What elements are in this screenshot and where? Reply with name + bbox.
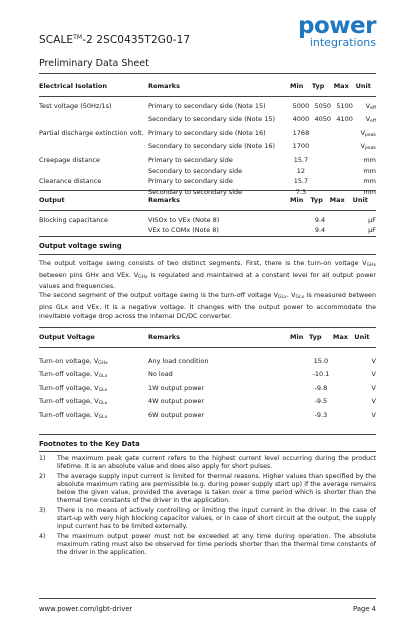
- column-header: Min: [290, 80, 312, 96]
- table-cell: [312, 141, 334, 155]
- table-cell: Secondary to secondary side: [148, 187, 243, 196]
- table-cell: Clearance distance: [39, 177, 102, 186]
- column-header: Remarks: [148, 191, 290, 211]
- table-row: [39, 166, 376, 177]
- table-cell: Primary to secondary side (Note 15): [148, 101, 266, 110]
- unit-subscript: eff: [370, 119, 376, 125]
- table-cell: Creepage distance: [39, 155, 100, 164]
- unit-subscript: eff: [370, 105, 376, 111]
- table-cell: V: [371, 370, 376, 379]
- logo-word: power: [298, 13, 376, 39]
- footnote-number: 4): [39, 532, 46, 540]
- table-row: [39, 155, 376, 166]
- column-header: Min: [290, 328, 309, 348]
- table-cell: No load: [148, 370, 173, 379]
- section-divider: [39, 236, 376, 237]
- parameter-cell: Turn-on voltage, $V_{GHx}$: [39, 356, 108, 366]
- table-cell: 1W output power: [148, 383, 205, 392]
- footer-divider: [39, 598, 376, 599]
- table-cell: 15.7: [293, 177, 309, 186]
- column-header: Typ: [310, 191, 329, 211]
- table-cell: Partial discharge extinction volt.: [39, 128, 144, 137]
- column-header: Typ: [312, 80, 334, 96]
- table-cell: 4100: [336, 115, 353, 124]
- document-title: SCALE™-2 2SC0435T2G0-17: [39, 34, 191, 46]
- table-cell: Secondary to secondary side (Note 15): [148, 115, 276, 124]
- parameter-subscript: GLx: [98, 374, 108, 380]
- table-cell: [334, 155, 356, 166]
- table-cell: [330, 225, 353, 236]
- section-divider: [39, 254, 376, 255]
- unit-subscript: peak: [365, 132, 376, 138]
- table-cell: [290, 383, 309, 397]
- table-row: [39, 128, 376, 142]
- table-row: [39, 383, 376, 397]
- table-cell: -10.1: [312, 370, 330, 379]
- footnote-item: [39, 507, 376, 532]
- table-cell: [39, 114, 148, 128]
- table-row: [39, 369, 376, 383]
- table-cell: [290, 410, 309, 424]
- electrical-isolation-table: [39, 80, 376, 197]
- page-header: [39, 13, 376, 56]
- table-cell: -9.5: [314, 397, 328, 406]
- table-cell: Primary to secondary side: [148, 155, 233, 164]
- table-cell: [334, 176, 356, 187]
- unit-cell: $V_{peak}$: [360, 142, 376, 152]
- footnote-number: 2): [39, 472, 46, 480]
- table-cell: 5100: [336, 101, 353, 110]
- column-header: Max: [330, 191, 353, 211]
- table-cell: [290, 210, 310, 225]
- unit-cell: mm: [363, 155, 376, 164]
- table-cell: 5050: [314, 101, 332, 110]
- table-row: [39, 225, 376, 236]
- table-cell: [312, 155, 334, 166]
- table-row: [39, 396, 376, 410]
- table-row: [39, 176, 376, 187]
- section-divider: [39, 434, 376, 435]
- table-cell: Secondary to secondary side (Note 16): [148, 142, 276, 151]
- table-header-row: [39, 328, 376, 348]
- footnote-number: 3): [39, 506, 46, 514]
- table-cell: 7.3: [295, 187, 307, 196]
- table-row: [39, 114, 376, 128]
- table-cell: Primary to secondary side: [148, 177, 233, 186]
- column-header: Unit: [354, 328, 376, 348]
- table-cell: -9.3: [314, 410, 328, 419]
- table-cell: 9.4: [314, 215, 326, 224]
- page-number: Page 4: [353, 605, 376, 613]
- column-header: Unit: [353, 191, 376, 211]
- unit-cell: $V_{eff}$: [365, 115, 376, 125]
- table-cell: VEx to COMx (Note 8): [148, 226, 219, 235]
- column-header: Output: [39, 191, 148, 211]
- table-cell: V: [371, 356, 376, 365]
- unit-cell: mm: [363, 166, 376, 175]
- table-cell: 15.0: [313, 356, 329, 365]
- table-row: [39, 347, 376, 369]
- parameter-subscript: GHx: [98, 360, 108, 366]
- table-cell: [290, 369, 309, 383]
- parameter-cell: Turn-off voltage, $V_{GLx}$: [39, 410, 108, 420]
- column-header: Max: [333, 328, 354, 348]
- swing-paragraph-2: The second segment of the output voltage swing is the turn-off voltage $V_{GLx}$. $V_{GLx}$ is measured between pins GLx and VEx. It is a negative voltage. It changes with the output power to accommodate the inevitable voltage drop across the internal DC/DC converter.: [39, 291, 377, 321]
- parameter-subscript: GLx: [98, 414, 108, 420]
- page-subtitle: Preliminary Data Sheet: [39, 58, 149, 69]
- table-cell: [312, 128, 334, 142]
- table-cell: VISOx to VEx (Note 8): [148, 215, 220, 224]
- table-cell: [39, 141, 148, 155]
- logo-subword: integrations: [309, 36, 376, 49]
- table-cell: [334, 141, 356, 155]
- output-voltage-table: [39, 327, 376, 424]
- table-cell: [333, 383, 354, 397]
- column-header: Remarks: [148, 328, 290, 348]
- table-cell: [290, 347, 309, 369]
- table-cell: [334, 128, 356, 142]
- parameter-subscript: GLx: [98, 387, 108, 393]
- unit-cell: mm: [363, 177, 376, 186]
- column-header: Min: [290, 191, 310, 211]
- table-row: [39, 410, 376, 424]
- table-cell: µF: [368, 226, 376, 235]
- footnote-item: [39, 533, 376, 558]
- power-integrations-logo: [280, 15, 376, 55]
- table-cell: 1700: [292, 142, 310, 151]
- table-header-row: [39, 191, 376, 211]
- column-header: Unit: [356, 80, 376, 96]
- table-cell: [312, 166, 334, 177]
- table-header-row: [39, 80, 376, 96]
- column-header: Output Voltage: [39, 328, 148, 348]
- table-row: [39, 141, 376, 155]
- table-cell: 4050: [314, 115, 332, 124]
- table-cell: [39, 166, 148, 177]
- footnote-number: 1): [39, 455, 46, 462]
- footnote-text: There is no means of actively controlling or limiting the input current in the driver. In the case of start-up with very high blocking capacitor values, or in case of short circuit at the output, the supply input current has to be limited externally.: [57, 506, 376, 531]
- table-cell: [333, 369, 354, 383]
- table-cell: 12: [296, 166, 306, 175]
- table-cell: 4000: [292, 115, 310, 124]
- section-divider: [39, 451, 376, 452]
- column-header: Max: [334, 80, 356, 96]
- table-cell: [330, 210, 353, 225]
- table-cell: [312, 176, 334, 187]
- table-cell: V: [371, 383, 376, 392]
- table-cell: [290, 396, 309, 410]
- footnotes-list: [39, 455, 376, 559]
- output-table: [39, 190, 376, 236]
- parameter-subscript: GLx: [98, 401, 108, 407]
- footnote-text: The maximum output power must not be exceeded at any time during operation. The absolute maximum rating must also be observed for time periods shorter than the thermal time constants of the driver in the application.: [57, 532, 376, 557]
- parameter-cell: Turn-off voltage, $V_{GLx}$: [39, 397, 108, 407]
- column-header: Remarks: [148, 80, 290, 96]
- table-cell: V: [371, 410, 376, 419]
- column-header: Typ: [309, 328, 333, 348]
- table-row: [39, 210, 376, 225]
- table-cell: Primary to secondary side (Note 16): [148, 128, 266, 137]
- output-voltage-swing-heading: Output voltage swing: [39, 242, 122, 250]
- table-cell: [39, 225, 148, 236]
- table-cell: 1768: [292, 128, 310, 137]
- table-cell: Any load condition: [148, 356, 209, 365]
- table-cell: 4W output power: [148, 397, 205, 406]
- table-cell: 5000: [292, 101, 310, 110]
- table-cell: [334, 166, 356, 177]
- table-row: [39, 96, 376, 114]
- table-cell: 6W output power: [148, 410, 205, 419]
- table-cell: [333, 410, 354, 424]
- header-divider: [39, 73, 376, 74]
- parameter-cell: Turn-off voltage, $V_{GLx}$: [39, 383, 108, 393]
- swing-paragraph-1: The output voltage swing consists of two distinct segments. First, there is the turn-on voltage $V_{GHx}$ between pins GHx and VEx. $V_{GHx}$ is regulated and maintained at a constant level for all output power values and frequencies.: [39, 259, 376, 291]
- table-cell: 9.4: [314, 226, 326, 235]
- unit-subscript: peak: [365, 146, 376, 152]
- footnote-item: [39, 455, 376, 472]
- parameter-cell: Turn-off voltage, $V_{GLx}$: [39, 370, 108, 380]
- footer-url[interactable]: www.power.com/igbt-driver: [39, 605, 133, 613]
- column-header: Electrical Isolation: [39, 80, 148, 96]
- footnotes-heading: Footnotes to the Key Data: [39, 440, 140, 448]
- table-cell: Test voltage (50Hz/1s): [39, 101, 112, 110]
- table-cell: µF: [368, 215, 376, 224]
- footnote-text: The average supply input current is limited for thermal reasons. Higher values than specified by the absolute maximum rating are permissible (e.g. during power supply start up) if the average remains below the given value, provided the average is taken over a time period which is shorter than the thermal time constants of the driver in the application.: [57, 472, 376, 505]
- footnote-text: The maximum peak gate current refers to the highest current level occurring during the product lifetime. It is an absolute value and does also apply for short pulses.: [57, 455, 376, 471]
- table-cell: Blocking capacitance: [39, 215, 108, 224]
- table-cell: 15.7: [293, 155, 309, 164]
- unit-cell: mm: [363, 187, 376, 196]
- table-cell: -9.8: [314, 383, 328, 392]
- table-cell: Secondary to secondary side: [148, 166, 243, 175]
- table-cell: V: [371, 397, 376, 406]
- unit-cell: $V_{eff}$: [365, 101, 376, 111]
- table-cell: [333, 396, 354, 410]
- table-cell: [333, 347, 354, 369]
- unit-cell: $V_{peak}$: [360, 128, 376, 138]
- footnote-item: [39, 473, 376, 506]
- table-cell: [290, 225, 310, 236]
- page-footer: [39, 605, 376, 613]
